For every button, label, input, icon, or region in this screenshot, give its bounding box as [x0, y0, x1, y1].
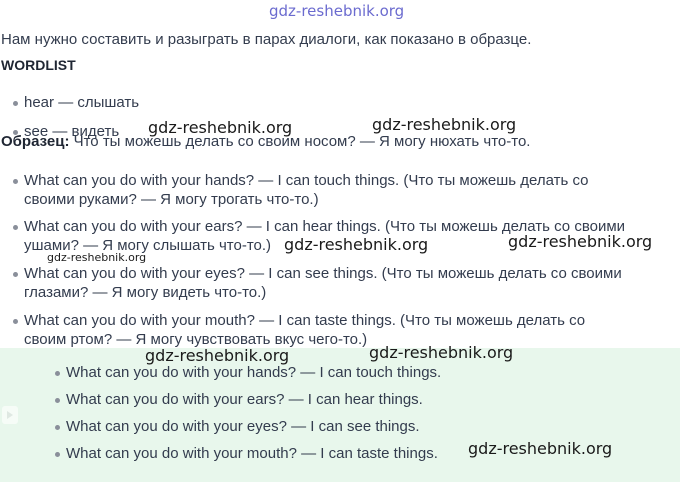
dialog-line-1: What can you do with your mouth? — I can taste things. (Что ты можешь делать со	[24, 312, 586, 329]
answer-line: What can you do with your mouth? — I can taste things.	[66, 445, 438, 462]
dialog-line-2: своими руками? — Я могу трогать что-то.)	[24, 191, 319, 208]
wordlist-item: hear — слышать	[24, 94, 140, 111]
dialog-line-1: What can you do with your eyes? — I can see things. (Что ты можешь делать со своими	[24, 265, 622, 282]
example-line	[1, 132, 530, 151]
dialog-line-2: ушами? — Я могу слышать что-то.)	[24, 237, 272, 254]
bullet-icon	[13, 225, 18, 230]
answer-line: What can you do with your eyes? — I can see things.	[66, 418, 420, 435]
watermark: gdz-reshebnik.org	[468, 439, 613, 458]
bullet-icon	[13, 101, 18, 106]
dialog-line-1: What can you do with your ears? — I can hear things. (Что ты можешь делать со своими	[24, 218, 626, 235]
answer-line: What can you do with your hands? — I can touch things.	[66, 364, 442, 381]
wordlist-item-clipped	[0, 113, 680, 140]
bullet-icon	[13, 319, 18, 324]
play-icon	[2, 406, 18, 424]
watermark: gdz-reshebnik.org	[508, 232, 653, 251]
watermark: gdz-reshebnik.org	[145, 346, 290, 365]
answer-line: What can you do with your ears? — I can hear things.	[66, 391, 423, 408]
watermark: gdz-reshebnik.org	[284, 235, 429, 254]
wordlist-item: see — видеть	[24, 123, 120, 140]
wordlist-title: WORDLIST	[1, 57, 76, 73]
bullet-icon	[55, 425, 60, 430]
bullet-icon	[55, 371, 60, 376]
example-text: Что ты можешь делать со своим носом? — Я могу нюхать что-то.	[69, 133, 531, 150]
bullet-icon	[13, 272, 18, 277]
watermark: gdz-reshebnik.org	[148, 118, 293, 137]
watermark: gdz-reshebnik.org	[372, 115, 517, 134]
bullet-icon	[13, 179, 18, 184]
watermark: gdz-reshebnik.org	[47, 251, 147, 264]
bullet-icon	[55, 398, 60, 403]
dialog-line-1: What can you do with your hands? — I can touch things. (Что ты можешь делать со	[24, 172, 589, 189]
intro-text: Нам нужно составить и разыграть в парах диалоги, как показано в образце.	[1, 31, 532, 48]
example-label: Образец:	[1, 133, 70, 150]
watermark: gdz-reshebnik.org	[369, 343, 514, 362]
dialog-line-2: своим ртом? — Я могу чувствовать вкус чего-то.)	[24, 331, 368, 348]
dialog-line-2: глазами? — Я могу видеть что-то.)	[24, 284, 267, 301]
watermark-top: gdz-reshebnik.org	[269, 2, 405, 20]
bullet-icon	[55, 452, 60, 457]
